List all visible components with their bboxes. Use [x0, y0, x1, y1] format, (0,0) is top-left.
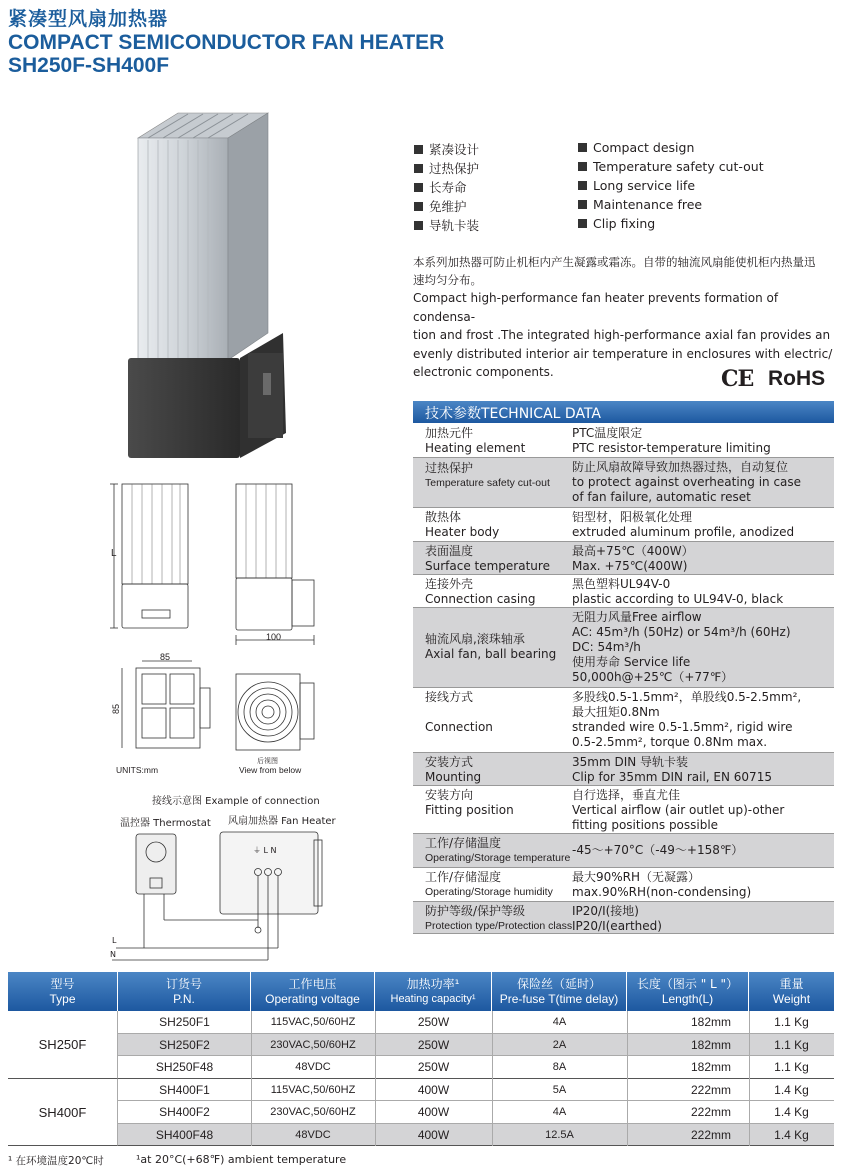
view-below-cn-label: 后视图 — [257, 757, 278, 765]
table-row: SH400F1 115VAC,50/60HZ 400W 5A 222mm 1.4 Kg — [118, 1079, 834, 1102]
bullet-square-icon — [578, 143, 587, 152]
feature-en-item: Long service life — [578, 178, 695, 197]
wire-n-label: N — [110, 950, 116, 959]
footnote-cn: ¹ 在环境温度20℃时 — [8, 1155, 104, 1167]
bullet-square-icon — [414, 221, 423, 230]
col-length: 长度（图示 " L "） Length(L) — [627, 972, 749, 1011]
column-divider — [749, 1011, 750, 1146]
tech-row-connection: 接线方式 Connection 多股线0.5-1.5mm²，单股线0.5-2.5mm², 最大扭矩0.8Nm stranded wire 0.5-1.5mm², rigid wire 0.5-2.5mm², torque 0.8Nm max. — [413, 688, 834, 753]
order-table-header — [8, 972, 834, 1011]
bullet-square-icon — [578, 219, 587, 228]
col-power: 加热功率¹ Heating capacity¹ — [375, 972, 492, 1011]
thermostat-label: 温控器 Thermostat — [120, 818, 211, 829]
table-row: SH250F48 48VDC 250W 8A 182mm 1.1 Kg — [118, 1056, 834, 1079]
feature-cn-item: 长寿命 — [414, 178, 467, 197]
tech-row-mounting: 安装方式 Mounting 35mm DIN 导轨卡装 Clip for 35mm DIN rail, EN 60715 — [413, 753, 834, 786]
product-photo — [118, 108, 348, 463]
units-label: UNITS:mm — [116, 765, 159, 775]
ce-mark: CE — [721, 366, 754, 392]
bullet-square-icon — [578, 200, 587, 209]
terminal-labels: ⏚ L N — [253, 846, 277, 855]
feature-cn-item: 紧凑设计 — [414, 140, 479, 159]
footnote-en: ¹at 20°C(+68℉) ambient temperature — [136, 1153, 347, 1166]
bullet-square-icon — [578, 162, 587, 171]
col-voltage: 工作电压 Operating voltage — [251, 972, 375, 1011]
dimension-100-label: 100 — [266, 632, 282, 642]
type-group-sh400f: SH400F — [8, 1079, 118, 1147]
feature-cn-item: 过热保护 — [414, 159, 479, 178]
table-row: SH250F1 115VAC,50/60HZ 250W 4A 182mm 1.1 Kg — [118, 1011, 834, 1034]
column-divider — [627, 1011, 628, 1146]
tech-row-operating-temp: 工作/存储温度 Operating/Storage temperature -45～+70°C（-49～+158℉） — [413, 834, 834, 868]
column-divider — [251, 1011, 252, 1146]
description-en: Compact high-performance fan heater prevents formation of condensa- tion and frost .The integrated high-performance axial fan provides an evenly distributed interior air temperature in enclosures with electric/ electronic components. — [413, 291, 833, 379]
tech-row-operating-humidity: 工作/存储湿度 Operating/Storage humidity 最大90%RH（无凝露） max.90%RH(non-condensing) — [413, 868, 834, 902]
wiring-title: 接线示意图 Example of connection — [152, 796, 320, 807]
dimension-85-top-label: 85 — [160, 652, 171, 662]
feature-cn-item: 免维护 — [414, 197, 467, 216]
tech-row-surface-temp: 表面温度 Surface temperature 最高+75℃（400W） Max. +75℃(400W) — [413, 542, 834, 575]
tech-row-axial-fan: 轴流风扇,滚珠轴承 Axial fan, ball bearing 无阻力风量Free airflow AC: 45m³/h (50Hz) or 54m³/h (60Hz) DC: 54m³/h 使用寿命 Service life 50,000h@+25℃（+77℉） — [413, 608, 834, 688]
tech-data-heading: 技术参数TECHNICAL DATA — [413, 401, 834, 423]
table-row: SH400F48 48VDC 400W 12.5A 222mm 1.4 Kg — [118, 1124, 834, 1147]
wiring-diagram — [108, 800, 348, 975]
feature-cn-item: 导轨卡装 — [414, 216, 479, 235]
page-title-cn: 紧凑型风扇加热器 — [8, 8, 169, 30]
feature-en-item: Temperature safety cut-out — [578, 159, 764, 178]
dimension-85-side-label: 85 — [111, 703, 122, 715]
description-cn: 本系列加热器可防止机柜内产生凝露或霜冻。自带的轴流风扇能使机柜内热量迅 速均匀分布。 — [413, 255, 816, 287]
bullet-square-icon — [414, 145, 423, 154]
tech-row-fitting-position: 安装方向 Fitting position 自行选择，垂直尤佳 Vertical airflow (air outlet up)-other fitting positions possible — [413, 786, 834, 834]
col-weight: 重量 Weight — [772, 977, 811, 1006]
tech-row-protection: 防护等级/保护等级 Protection type/Protection class IP20/Ⅰ(接地) IP20/Ⅰ(earthed) — [413, 902, 834, 934]
tech-row-safety-cutout: 过热保护 Temperature safety cut-out 防止风扇故障导致加热器过热，自动复位 to protect against overheating in case of fan failure, automatic reset — [413, 458, 834, 508]
column-divider — [492, 1011, 493, 1146]
tech-row-connection-casing: 连接外壳 Connection casing 黑色塑料UL94V-0 plastic according to UL94V-0, black — [413, 575, 834, 608]
rohs-mark: RoHS — [768, 367, 826, 390]
feature-en-item: Maintenance free — [578, 197, 702, 216]
feature-en-item: Clip fixing — [578, 216, 655, 235]
column-divider — [375, 1011, 376, 1146]
table-row: SH250F2 230VAC,50/60HZ 250W 2A 182mm 1.1 Kg — [118, 1034, 834, 1057]
bullet-square-icon — [578, 181, 587, 190]
fan-heater-label: 风扇加热器 Fan Heater — [228, 816, 336, 827]
col-type: 型号 Type — [8, 972, 118, 1011]
bullet-square-icon — [414, 202, 423, 211]
bullet-square-icon — [414, 183, 423, 192]
tech-row-heater-body: 散热体 Heater body 铝型材，阳极氧化处理 extruded aluminum profile, anodized — [413, 508, 834, 542]
bullet-square-icon — [414, 164, 423, 173]
type-group-sh250f: SH250F — [8, 1011, 118, 1079]
col-fuse: 保险丝（延时） Pre-fuse T(time delay) — [492, 972, 627, 1011]
dimension-drawing — [100, 478, 360, 778]
tech-row-heating-element: 加热元件 Heating element PTC温度限定 PTC resistor-temperature limiting — [413, 424, 834, 458]
dimension-length-label: L — [111, 548, 117, 559]
model-range: SH250F-SH400F — [8, 54, 170, 77]
table-row: SH400F2 230VAC,50/60HZ 400W 4A 222mm 1.4 Kg — [118, 1101, 834, 1124]
feature-en-item: Compact design — [578, 140, 694, 159]
wire-l-label: L — [112, 936, 117, 945]
view-below-label: View from below — [239, 765, 302, 775]
page-title: COMPACT SEMICONDUCTOR FAN HEATER — [8, 31, 445, 54]
col-pn: 订货号 P.N. — [118, 972, 251, 1011]
